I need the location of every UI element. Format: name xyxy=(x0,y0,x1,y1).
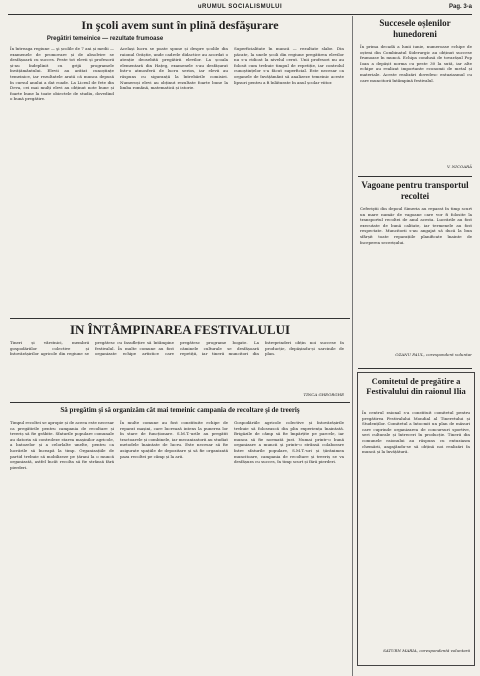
header-rule xyxy=(8,14,472,15)
sidebar-mid-signature: OZANU PAUL, corespondent voluntar xyxy=(395,352,472,357)
festival-title: IN ÎNTÂMPINAREA FESTIVALULUI xyxy=(69,322,291,337)
publication-name: uRUMUL SOCIALISMULUI xyxy=(197,4,283,10)
sidebar-bottom-body: În centrul raional s-a constituit comitetul pentru pregătirea Festivalului Mondial al Tineretului și Studenților. Comitetul a întocmit un plan de măsuri care cuprinde organizarea de concursuri sportive, seri culturale și întreceri în producție. Tinerii din comunele raionului au răspuns cu entuziasm chemării, angajându-se să obțină noi realizări în muncă și la învățătură. xyxy=(362,410,470,455)
festival-signature: TINCA GHEORGHE xyxy=(303,392,344,397)
column-divider xyxy=(352,16,353,676)
festival-rule xyxy=(10,318,350,319)
sidebar-mid-body: Ceferiştii din depoul Simeria au reparat în timp scurt un mare număr de vagoane care vor fi folosite la transportul recoltei de anul acesta. Lucrările au fost executate de bună calitate, iar termenele au fost respectate. Muncitorii s-au angajat să ducă la bun sfârșit toate reparațiile planificate înainte de începerea secerișului. xyxy=(360,206,472,245)
sidebar-top-title: Succesele oșlenilor hunedoreni xyxy=(379,18,451,39)
main-article-col-2: Același lucru se poate spune și despre școlile din raionul Orăștie, unde cadrele didactice au acordat o atenție deosebită pregătirii elevilor. La școala elementară din Hațeg, examenele s-au desfășurat într-o atmosferă de lucru serios, iar elevii au răspuns cu siguranță la întrebările comisiei. Numeroși elevi au obținut rezultate foarte bune la limba română, matematică și istorie. xyxy=(120,46,228,91)
sidebar-top-signature: V. NICOARĂ xyxy=(447,164,472,169)
main-article-title: In şcoli avem sunt în plină desfăşurare xyxy=(81,18,279,32)
bottom-article-rule xyxy=(10,402,350,403)
bottom-article-title: Să pregătim şi să organizăm cât mai temeinic campania de recoltare şi de treeriş xyxy=(60,406,300,414)
sidebar-rule-1 xyxy=(358,176,472,177)
sidebar-bottom-title: Comitetul de pregătire a Festivalului din raionul Ilia xyxy=(366,376,466,396)
main-article-col-3: Superficialitate în muncă — rezultate slabe. Din păcate, la unele școli din regiune pregătirea elevilor nu s-a ridicat la nivelul cerut. Unii profesori nu au folosit cum trebuie timpul de repetiție, iar controlul cunoștințelor s-a făcut superficial. Este necesar ca organele de învățământ să analizeze temeinic aceste lipsuri pentru a fi înlăturate în anul școlar viitor. xyxy=(234,46,344,85)
main-article-subtitle: Pregătiri temeinice — rezultate frumoase xyxy=(46,36,164,42)
festival-body: Tineri și vârstnici, membrii gospodăriilor colective și întovărășirilor agricole din regiune se pregătesc cu însuflețire să întâmpine festivalul. În multe comune au fost organizate echipe artistice care pregătesc programe bogate. La căminele culturale se desfășoară repetiții, iar tinerii muncitori din întreprinderi obțin noi succese în producție, depășindu-și sarcinile de plan. xyxy=(10,340,344,357)
bottom-article-col-2: În multe comune au fost constituite echipe de reparat mașini, care lucrează intens la punerea lor în stare de funcționare. S.M.T.-urile au pregătit tractoarele și combinele, iar mecanizatorii au studiat metodele înaintate de lucru. Este necesar să fie asigurate spațiile de depozitare și să fie organizată paza recoltei pe câmp și la arii. xyxy=(120,420,228,459)
sidebar-bottom-signature: SATURN MARIA, corespondentă voluntară xyxy=(383,648,470,653)
page-number: Pag. 3-a xyxy=(448,4,472,10)
sidebar-top-body: În prima decadă a lunii iunie, numeroase echipe de oșteni din Combinatul Siderurgic au obținut succese frumoase în muncă. Echipa condusă de tovarășul Pop Ioan a depășit norma cu peste 30 la sută, iar alte echipe au realizat importante economii de metal și materiale. Aceste realizări dovedesc entuziasmul cu care muncitorii întâmpină festivalul. xyxy=(360,44,472,83)
page-header xyxy=(8,4,472,14)
main-article-col-1: În întreaga regiune — şi școlile de 7 ani și medii — examenele de promovare și de absolvire se desfășoară cu succes. Peste tot elevii și profesorii și-au îndeplinit cu grijă programele învățământului. Elevii au arătat cunoștințe temeinice, iar rezultatele arată că munca depusă în cursul anului a dat roade. La Liceul de fete din Deva, cei mai mulți elevi au obținut note bune și foarte bune la toate obiectele de studiu, dovedind o bună pregătire. xyxy=(10,46,114,102)
sidebar-mid-title: Vagoane pentru transportul recoltei xyxy=(361,180,469,201)
sidebar-rule-2 xyxy=(358,368,472,369)
bottom-article-col-1: Timpul recoltei se apropie și de aceea este necesar ca pregătirile pentru campania de recoltare și treeriș să fie grăbite. Sfaturile populare comunale au datoria să controleze starea mașinilor agricole, a batozelor și a celorlalte unelte, pentru ca lucrările să înceapă la timp. Organizațiile de partid trebuie să mobilizeze pe țărani la o muncă organizată, astfel încât recolta să fie strânsă fără pierderi. xyxy=(10,420,114,470)
bottom-article-col-3: Gospodăriile agricole colective și întovărășirile trebuie să folosească din plin experiența înaintată. Brigăzile de câmp să fie împărțite pe parcele, iar munca să fie normată just. Numai printr-o bună organizare a muncii și printr-o strânsă colaborare între sfaturile populare, S.M.T.-uri și țărănimea muncitoare, campania de recoltare și treeriș se va desfășura cu succes, în timp scurt și fără pierderi. xyxy=(234,420,344,465)
